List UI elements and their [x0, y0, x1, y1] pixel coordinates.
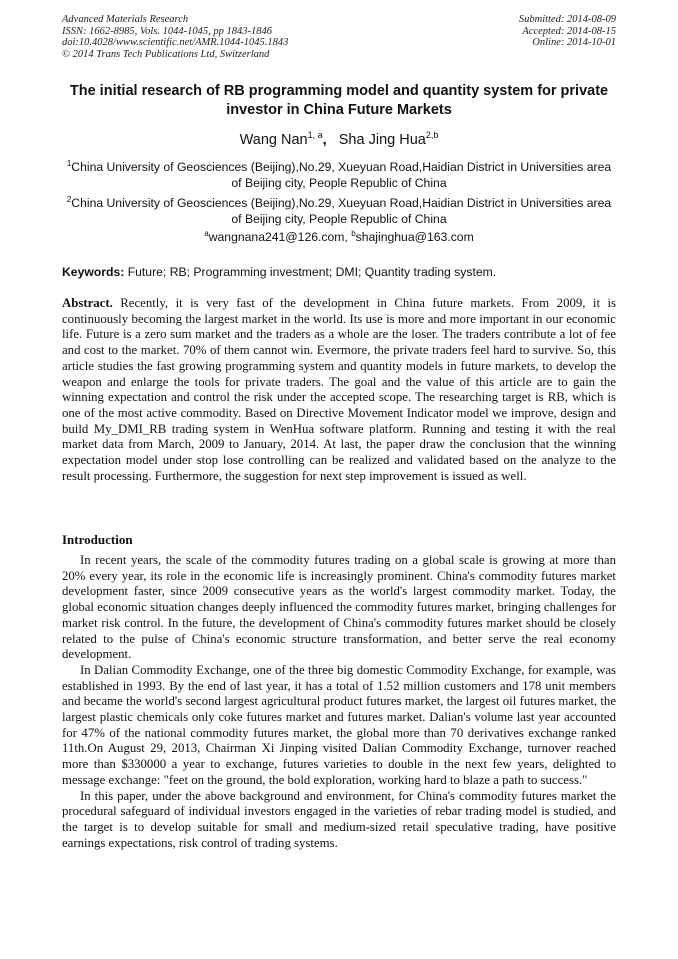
- journal-doi: doi:10.4028/www.scientific.net/AMR.1044-1045.1843: [62, 37, 289, 48]
- journal-copyright: © 2014 Trans Tech Publications Ltd, Switzerland: [62, 48, 270, 60]
- journal-header: [62, 14, 288, 60]
- paragraph: In Dalian Commodity Exchange, one of the three big domestic Commodity Exchange, for example, was established in 1993. By the end of last year, it has a total of 1.52 million customers and 178 unit members and became the world's second largest agricultural product futures market, the largest oil futures market, the largest plastic chemicals only coke futures market and futures market. Dalian's volume last year accounted for 47% of the national commodity futures market, the global more than 70 derivatives exchange ranked 11th.On August 29, 2013, Chairman Xi Jinping visited Dalian Commodity Exchange, turnover reached more than $330000 a year to exchange, futures varieties to double in the next few years, delighted to message exchange: "feet on the ground, the bold exploration, working hard to blaze a path to success.": [62, 662, 616, 787]
- author-superscript: 1, a: [307, 130, 323, 140]
- email-superscript: a: [204, 229, 209, 238]
- email-link[interactable]: wangnana241@126.com,: [208, 230, 352, 245]
- author-emails: [62, 229, 616, 244]
- journal-name: Advanced Materials Research: [62, 14, 189, 25]
- email-superscript: b: [351, 229, 356, 238]
- affiliation-1: [62, 156, 616, 191]
- accepted-date: Accepted: 2014-08-15: [522, 25, 616, 37]
- journal-issn: ISSN: 1662-8985, Vols. 1044-1045, pp 1843-1846: [62, 25, 272, 37]
- introduction-body: [62, 553, 616, 851]
- paper-title: The initial research of RB programming model and quantity system for private investor in China Future Markets: [69, 83, 609, 118]
- affiliation-text: China University of Geosciences (Beijing),No.29, Xueyuan Road,Haidian District in Universities area of Beijing city, People Republic of China: [71, 196, 612, 227]
- author-superscript: 2,b: [425, 130, 439, 140]
- author-line: [62, 130, 616, 148]
- affiliation-text: China University of Geosciences (Beijing),No.29, Xueyuan Road,Haidian District in Universities area of Beijing city, People Republic of China: [71, 160, 612, 191]
- author-name: Sha Jing Hua: [338, 131, 426, 148]
- keywords: [62, 265, 616, 279]
- abstract-label: Abstract.: [62, 296, 113, 310]
- submitted-date: Submitted: 2014-08-09: [518, 14, 616, 25]
- keywords-label: Keywords:: [62, 265, 125, 279]
- author-separator: ,: [322, 131, 327, 148]
- keywords-text: Future; RB; Programming investment; DMI; Quantity trading system.: [124, 265, 497, 279]
- affiliation-2: [62, 192, 616, 227]
- paragraph: In this paper, under the above background and environment, for China's commodity futures market the procedural safeguard of individual investors engaged in the varieties of rebar trading model is studied, and the target is to develop suitable for small and medium-sized retail speculative trading, have positive earnings expectations, risk control of trading systems.: [62, 788, 616, 850]
- abstract-text: Recently, it is very fast of the development in China future markets. From 2009, it is continuously becoming the largest market in the world. Its use is more and more important in our economic life. Future is a zero sum market and the traders as a whole are the loser. The traders contribute a lot of fee and cost to the market. 70% of them cannot win. Evermore, the private traders feel hard to survive. So, this article studies the fast growing programming system and quantity models in future markets, to develop the weapon and enlarge the tools for private traders. The goal and the value of this article are to gain the winning expectation and control the risk under the accepted scope. The researching target is RB, which is one of the most active commodity. Based on Directive Movement Indicator model we improve, design and build My_DMI_RB trading system in WenHua software platform. Running and testing it with the real market data from March, 2009 to January, 2014. At last, the paper draw the conclusion that the winning expectation model under stop lose controlling can be realized and validated based on the analyze to the result processing. Furthermore, the suggestion for next step improvement is issued as well.: [62, 296, 616, 483]
- abstract: [62, 296, 616, 484]
- author-name: Wang Nan: [239, 131, 308, 148]
- email-link[interactable]: shajinghua@163.com: [355, 230, 474, 245]
- affiliation-superscript: 2: [66, 195, 72, 204]
- publication-dates: [519, 14, 616, 49]
- paragraph: In recent years, the scale of the commodity futures trading on a global scale is growing at more than 20% every year, its role in the economic life is increasingly prominent. China's commodity futures market development faster, since 2009 consecutive years as the world's largest commodity market. Today, the global economic situation changes deeply influenced the commodity futures market, bringing challenges for market risk control. In the future, the development of China's commodity futures market should be closely related to the pulse of China's economic structure transformation, and better serve the real economy development.: [62, 553, 617, 662]
- affiliation-superscript: 1: [66, 159, 72, 168]
- section-heading: Introduction: [62, 532, 133, 547]
- online-date: Online: 2014-10-01: [532, 37, 616, 48]
